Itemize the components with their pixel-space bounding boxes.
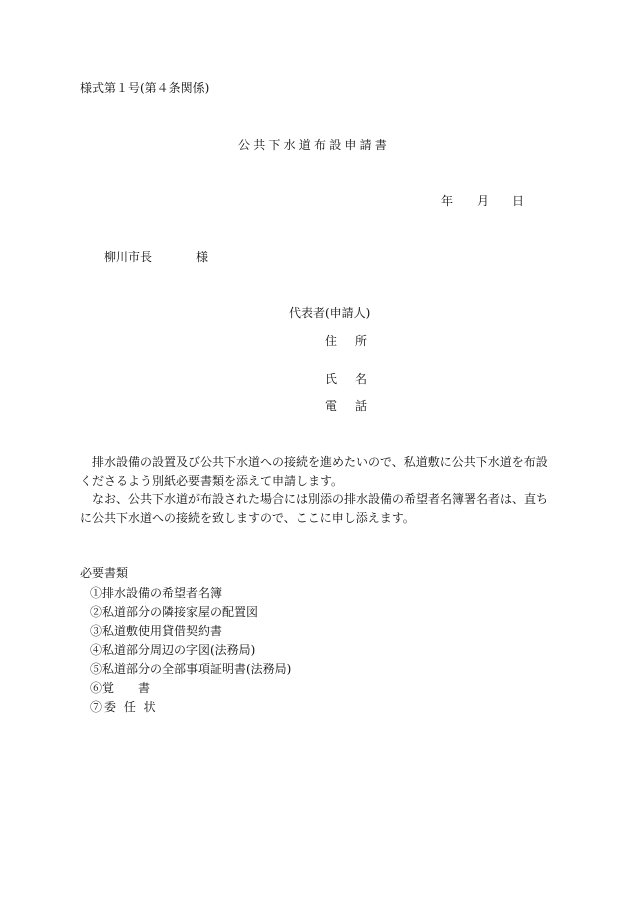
list-item: ⑤私道部分の全部事項証明書(法務局)	[90, 662, 292, 676]
address-label: 住所	[325, 334, 386, 348]
form-number: 様式第１号(第４条関係)	[80, 81, 210, 95]
list-item: ⑦委 任 状	[90, 700, 158, 714]
required-documents-list	[90, 584, 291, 717]
phone-label: 電話	[325, 399, 386, 413]
document-title: 公共下水道布設申請書	[238, 138, 391, 152]
recipient-name: 柳川市長	[104, 250, 153, 264]
body-paragraph-connection: なお、公共下水道が布設された場合には別添の排水設備の希望者名簿署名者は、直ちに公共下水道への接続を致しますので、ここに申し添えます。	[80, 492, 549, 525]
list-item: ④私道部分周辺の字図(法務局)	[90, 643, 256, 657]
list-item: ②私道部分の隣接家屋の配置図	[90, 605, 259, 619]
list-item: ⑥覚 書	[90, 681, 151, 695]
required-documents-heading: 必要書類	[80, 566, 129, 580]
name-label: 氏名	[325, 372, 386, 386]
date-month-label: 月	[477, 194, 490, 208]
applicant-heading: 代表者(申請人)	[289, 306, 371, 320]
list-item: ①排水設備の希望者名簿	[90, 586, 223, 600]
list-item: ③私道敷使用貸借契約書	[90, 624, 223, 638]
recipient-honorific: 様	[196, 250, 209, 264]
date-year-label: 年	[441, 194, 454, 208]
body-paragraph-request: 排水設備の設置及び公共下水道への接続を進めたいので、私道敷に公共下水道を布設くださるよう別紙必要書類を添えて申請します。	[80, 455, 548, 488]
date-day-label: 日	[512, 194, 525, 208]
